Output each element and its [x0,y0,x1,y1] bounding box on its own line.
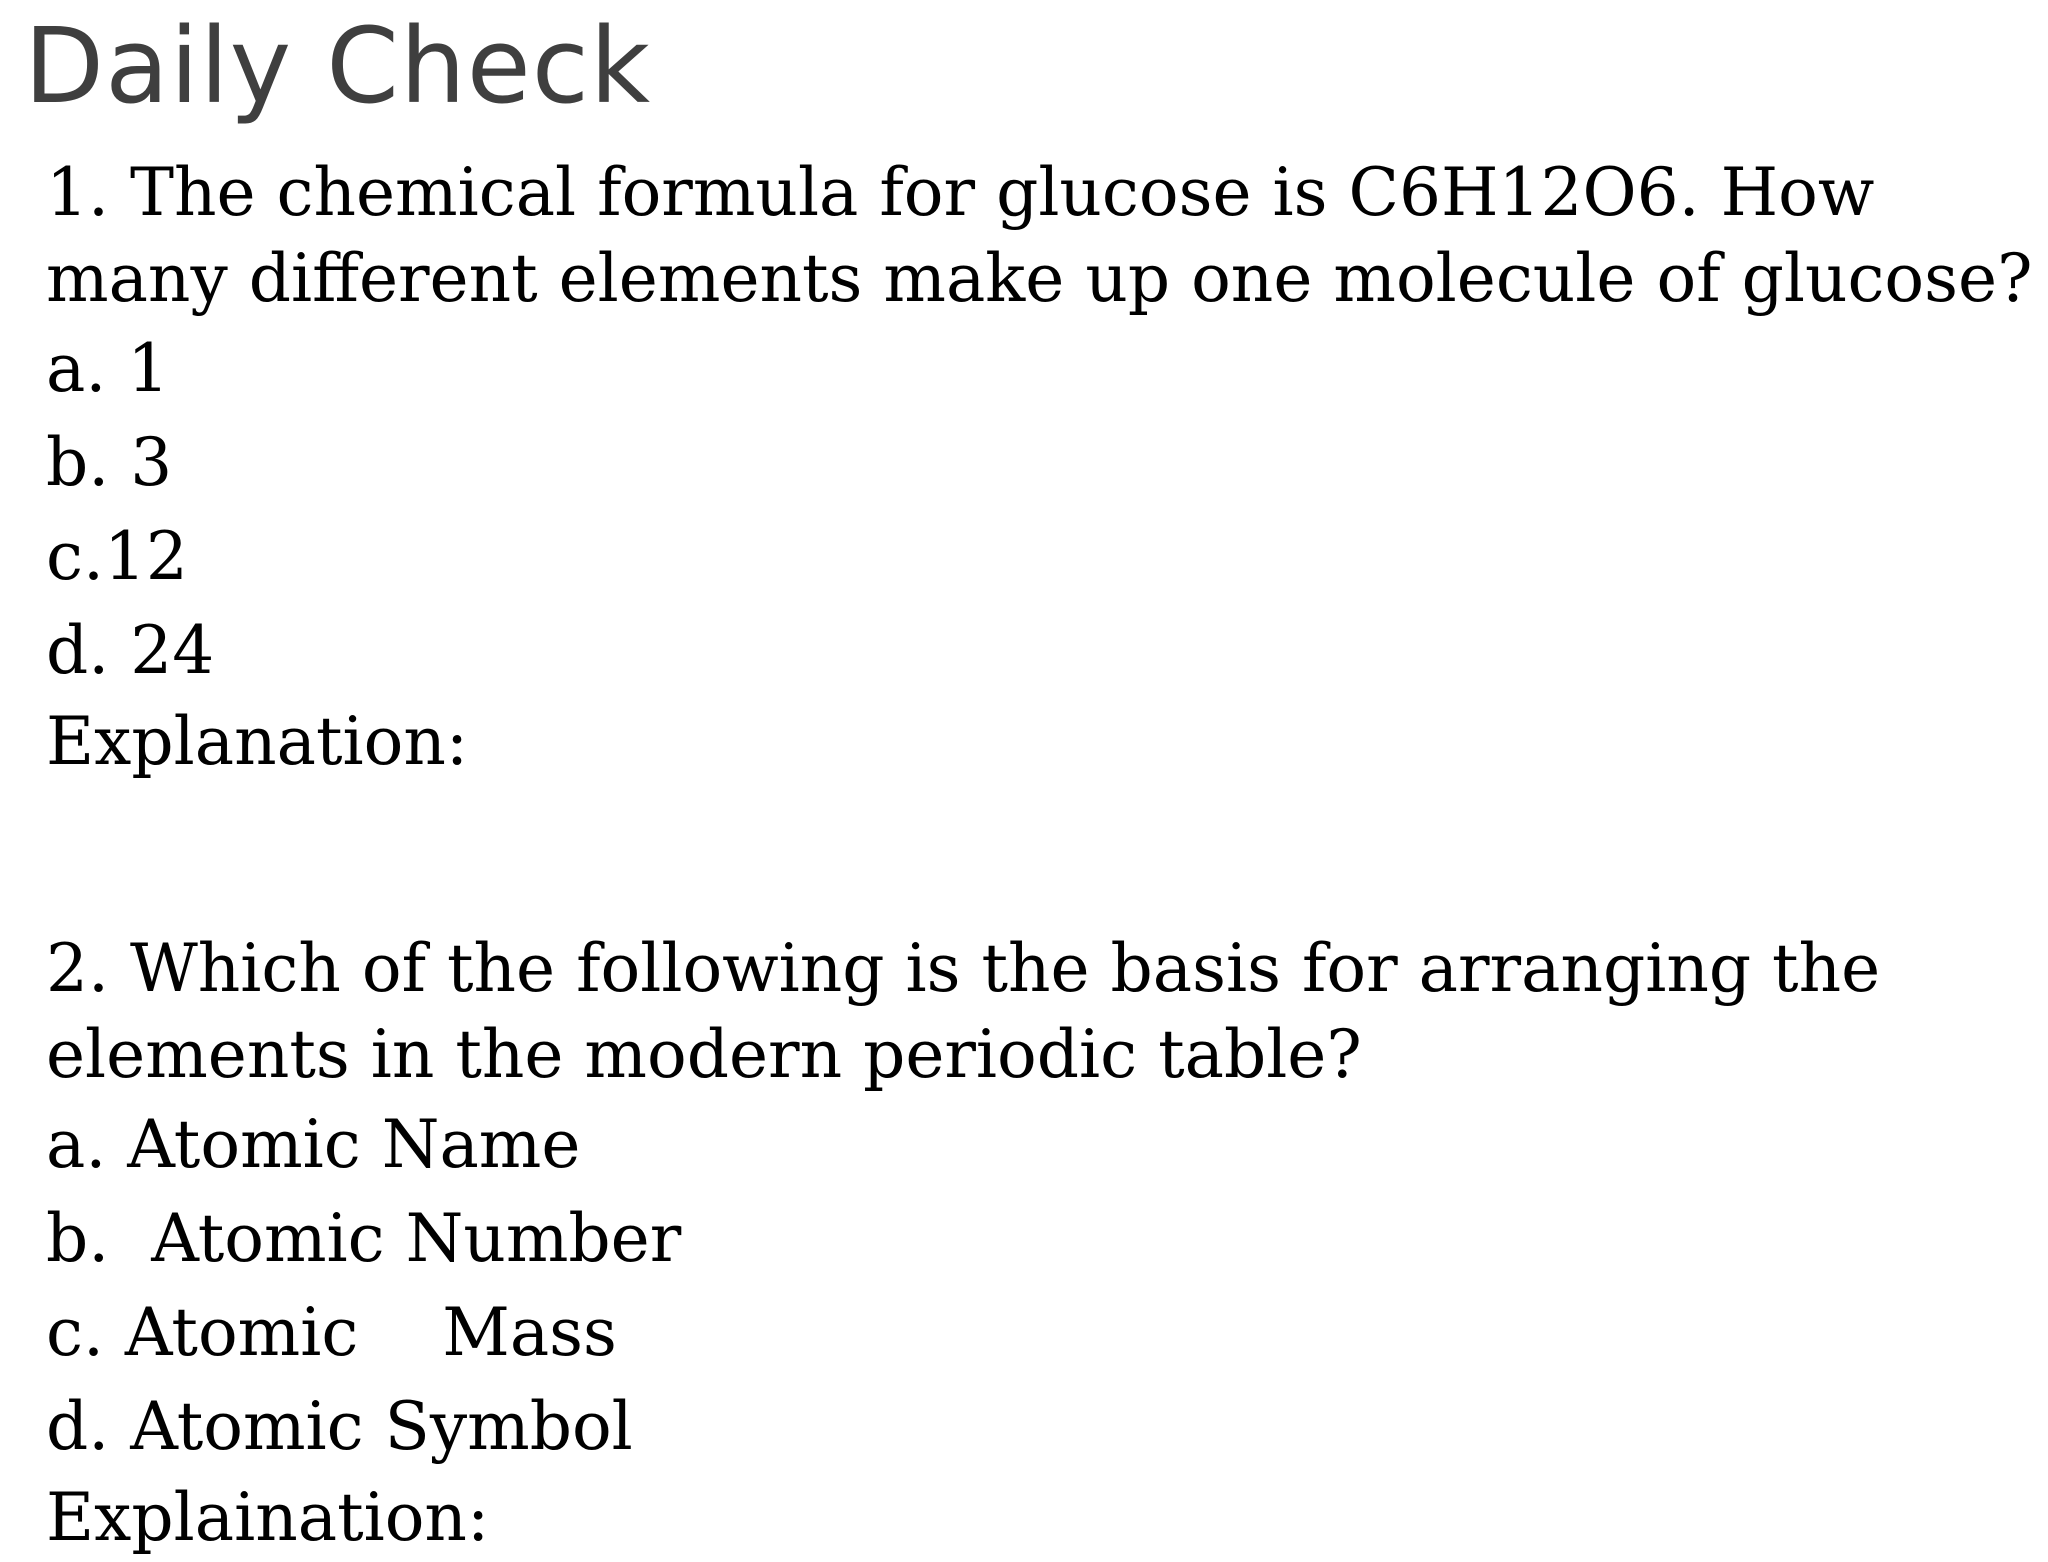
question-1-option-b: b. 3 [46,424,173,501]
question-1 [46,150,2036,786]
question-spacer [46,786,2036,926]
question-2-stem-line-1: 2. Which of the following is the basis for arranging the [46,930,1881,1007]
question-1-stem-line-1: 1. The chemical formula for glucose is C6H12O6. How [46,154,1875,231]
question-1-stem-line-2: many different elements make up one molecule of glucose? [46,240,2033,317]
question-2-option-d: d. Atomic Symbol [46,1388,633,1465]
question-1-option-c: c.12 [46,518,188,595]
slide-title: Daily Check [24,5,652,127]
slide-body [46,150,2036,1562]
question-1-explanation-label: Explanation: [46,703,469,780]
question-2-option-b: b. Atomic Number [46,1200,682,1277]
question-2-explanation-label: Explaination: [46,1479,490,1556]
question-2-option-c: c. Atomic Mass [46,1294,617,1371]
question-2 [46,926,2036,1562]
question-2-stem-line-2: elements in the modern periodic table? [46,1016,1362,1093]
question-2-option-a: a. Atomic Name [46,1106,581,1183]
question-1-option-d: d. 24 [46,612,215,689]
question-1-option-a: a. 1 [46,330,170,407]
